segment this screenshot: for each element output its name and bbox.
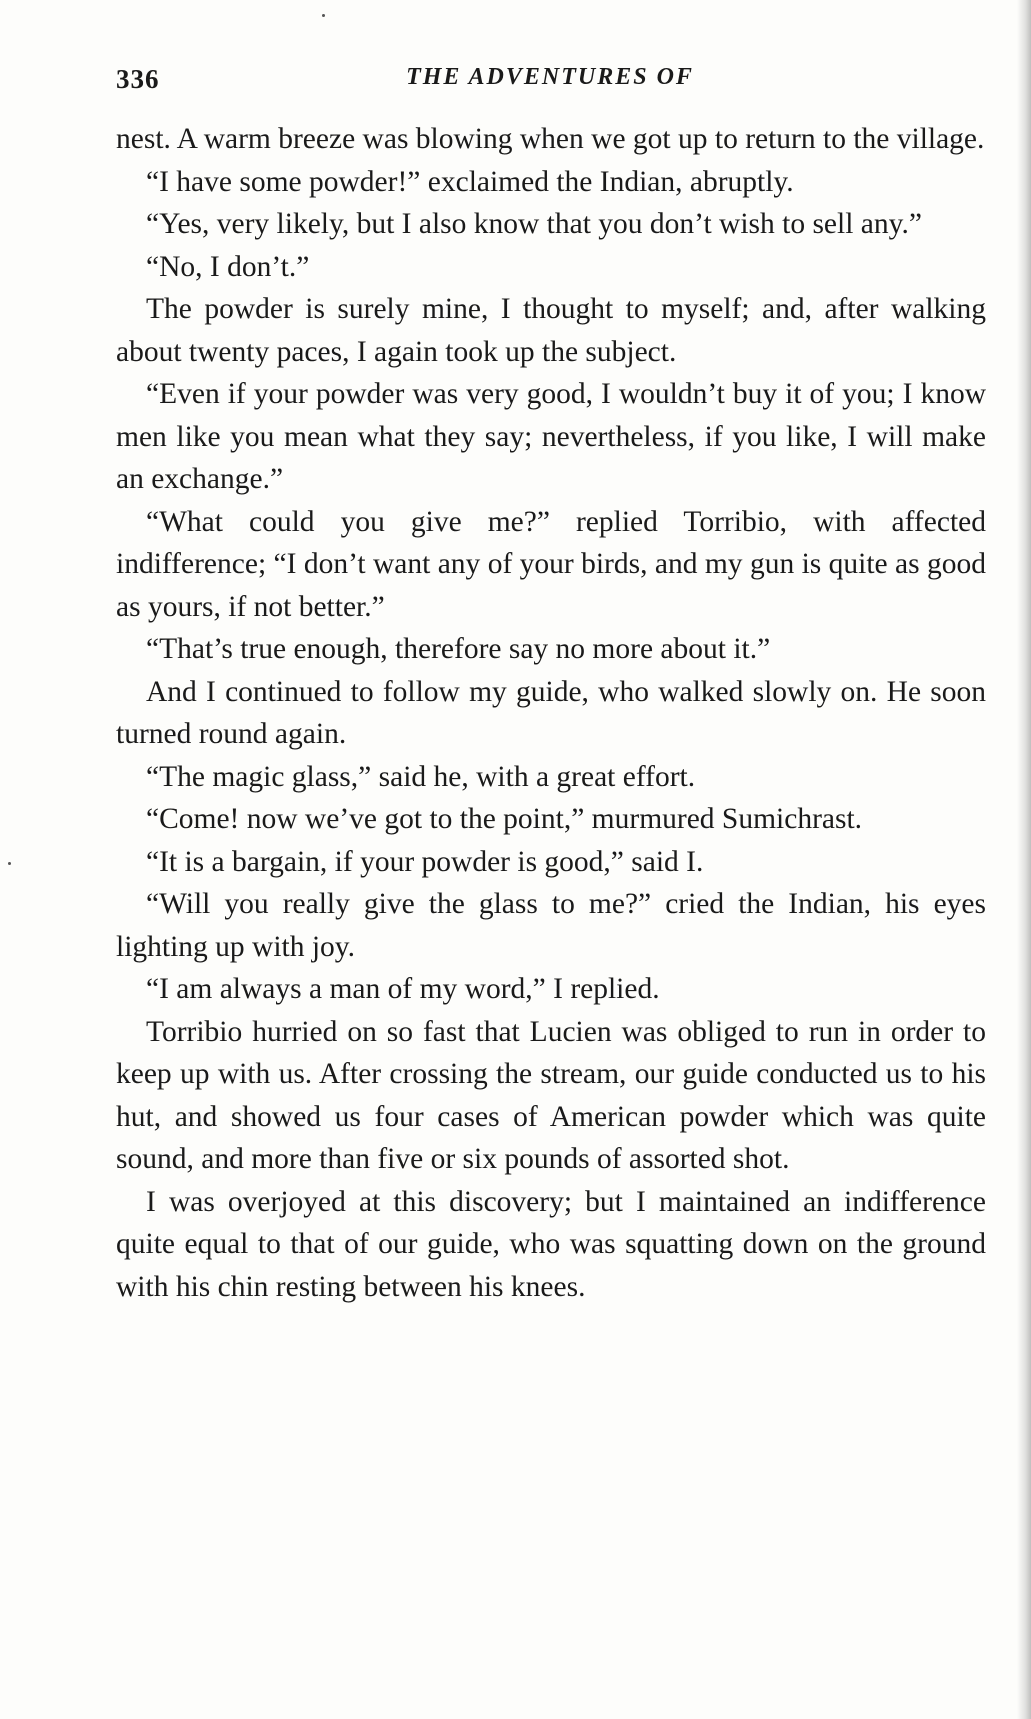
paragraph-15: Torribio hurried on so fast that Lucien was obliged to run in order to keep up with us. After crossing the stream, our guide conducted us to his hut, and showed us four cases of American powder which was quite sound, and more than five or six pounds of assorted shot. [116, 1015, 986, 1175]
paragraph-7: “What could you give me?” replied Torribio, with affected indifference; “I don’t want any of your birds, and my gun is quite as good as yours, if not better.” [116, 505, 986, 623]
paragraph-11: “Come! now we’ve got to the point,” murmured Sumichrast. [146, 803, 863, 835]
paragraph-10: “The magic glass,” said he, with a great effort. [146, 760, 696, 793]
paragraph-16: I was overjoyed at this discovery; but I maintained an indifference quite equal to that of our guide, who was squatting down on the ground with his chin resting between his knees. [116, 1185, 986, 1303]
paragraph-2: “I have some powder!” exclaimed the Indian, abruptly. [146, 165, 794, 198]
paragraph-13: “Will you really give the glass to me?” cried the Indian, his eyes lighting up with joy. [116, 888, 986, 963]
page-number: 336 [116, 64, 160, 94]
ink-speck [8, 862, 11, 865]
running-title: THE ADVENTURES OF [406, 64, 694, 90]
page-edge-stain [1017, 0, 1031, 1719]
body-text [116, 118, 986, 1308]
paragraph-12: “It is a bargain, if your powder is good,” said I. [146, 845, 704, 878]
paragraph-3: “Yes, very likely, but I also know that you don’t wish to sell any.” [146, 208, 922, 240]
paragraph-8: “That’s true enough, therefore say no more about it.” [146, 633, 771, 665]
page-header [116, 64, 984, 104]
paragraph-6: “Even if your powder was very good, I wouldn’t buy it of you; I know men like you mean what they say; nevertheless, if you like, I will make an exchange.” [116, 378, 986, 495]
paragraph-5: The powder is surely mine, I thought to myself; and, after walking about twenty paces, I again took up the subject. [116, 293, 986, 368]
ink-speck [322, 14, 325, 17]
paragraph-9: And I continued to follow my guide, who walked slowly on. He soon turned round again. [116, 675, 986, 750]
paragraph-1: nest. A warm breeze was blowing when we got up to return to the village. [116, 123, 985, 155]
paragraph-14: “I am always a man of my word,” I replied. [146, 973, 660, 1005]
paragraph-4: “No, I don’t.” [146, 250, 310, 283]
